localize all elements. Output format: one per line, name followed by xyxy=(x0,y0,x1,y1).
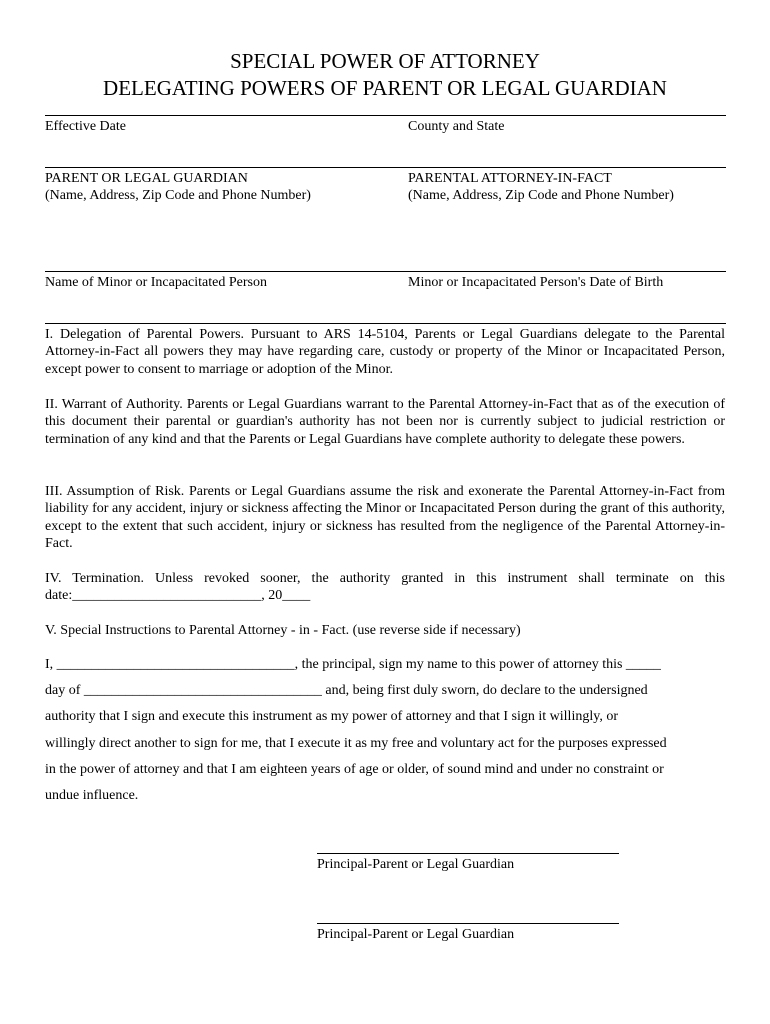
parent-guardian-sublabel: (Name, Address, Zip Code and Phone Number) xyxy=(45,188,311,203)
termination-date-line: date:___________________________, 20____ xyxy=(45,588,311,603)
section-special-instructions: V. Special Instructions to Parental Attorney - in - Fact. (use reverse side if necessary) xyxy=(45,623,521,638)
minor-dob-label: Minor or Incapacitated Person's Date of Birth xyxy=(408,275,664,290)
attorney-in-fact-label: PARENTAL ATTORNEY-IN-FACT xyxy=(408,171,612,186)
declaration-line: day of __________________________________ and, being first duly sworn, do declare to the undersigned xyxy=(45,683,648,699)
minor-name-label: Name of Minor or Incapacitated Person xyxy=(45,275,267,290)
signature-label-2: Principal-Parent or Legal Guardian xyxy=(317,927,515,942)
effective-date-label: Effective Date xyxy=(45,119,126,134)
signature-label-1: Principal-Parent or Legal Guardian xyxy=(317,857,515,872)
divider-rule xyxy=(45,323,726,324)
declaration-line: I, __________________________________, the principal, sign my name to this power of attorney this _____ xyxy=(45,657,661,672)
declaration-line: in the power of attorney and that I am eighteen years of age or older, of sound mind and under no constraint or xyxy=(45,761,664,777)
signature-line-1[interactable] xyxy=(317,853,619,854)
divider-rule xyxy=(45,271,726,272)
declaration-line: authority that I sign and execute this instrument as my power of attorney and that I sign it willingly, or xyxy=(45,709,618,725)
declaration-line: undue influence. xyxy=(45,788,139,804)
divider-rule xyxy=(45,115,726,116)
signature-line-2[interactable] xyxy=(317,923,619,924)
declaration xyxy=(45,652,725,809)
county-state-label: County and State xyxy=(408,119,505,134)
declaration-line: willingly direct another to sign for me, that I execute it as my free and voluntary act for the purposes expressed xyxy=(45,735,667,751)
document-subtitle: DELEGATING POWERS OF PARENT OR LEGAL GUARDIAN xyxy=(103,76,667,100)
section-termination: IV. Termination. Unless revoked sooner, the authority granted in this instrument shall terminate on this xyxy=(45,571,725,586)
section-risk: III. Assumption of Risk. Parents or Legal Guardians assume the risk and exonerate the Parental Attorney-in-Fact from liability for any accident, injury or sickness affecting the Minor or Incapacitated Person during the grant of this authority, except to the extent that such accident, injury or sickness has resulted from the negligence of the Parental Attorney-in-Fact. xyxy=(45,484,725,552)
section-warrant: II. Warrant of Authority. Parents or Legal Guardians warrant to the Parental Attorney-in-Fact that as of the execution of this document their parental or guardian's authority has not been nor is currently subject to judicial restriction or termination of any kind and that the Parents or Legal Guardians have complete authority to delegate these powers. xyxy=(45,397,725,447)
document-title: SPECIAL POWER OF ATTORNEY xyxy=(230,49,540,73)
divider-rule xyxy=(45,167,726,168)
attorney-in-fact-sublabel: (Name, Address, Zip Code and Phone Number) xyxy=(408,188,674,203)
section-delegation: I. Delegation of Parental Powers. Pursuant to ARS 14-5104, Parents or Legal Guardians delegate to the Parental Attorney-in-Fact all powers they may have regarding care, custody or property of the Minor or Incapacitated Person, except power to consent to marriage or adoption of the Minor. xyxy=(45,327,725,377)
parent-guardian-label: PARENT OR LEGAL GUARDIAN xyxy=(45,171,248,186)
